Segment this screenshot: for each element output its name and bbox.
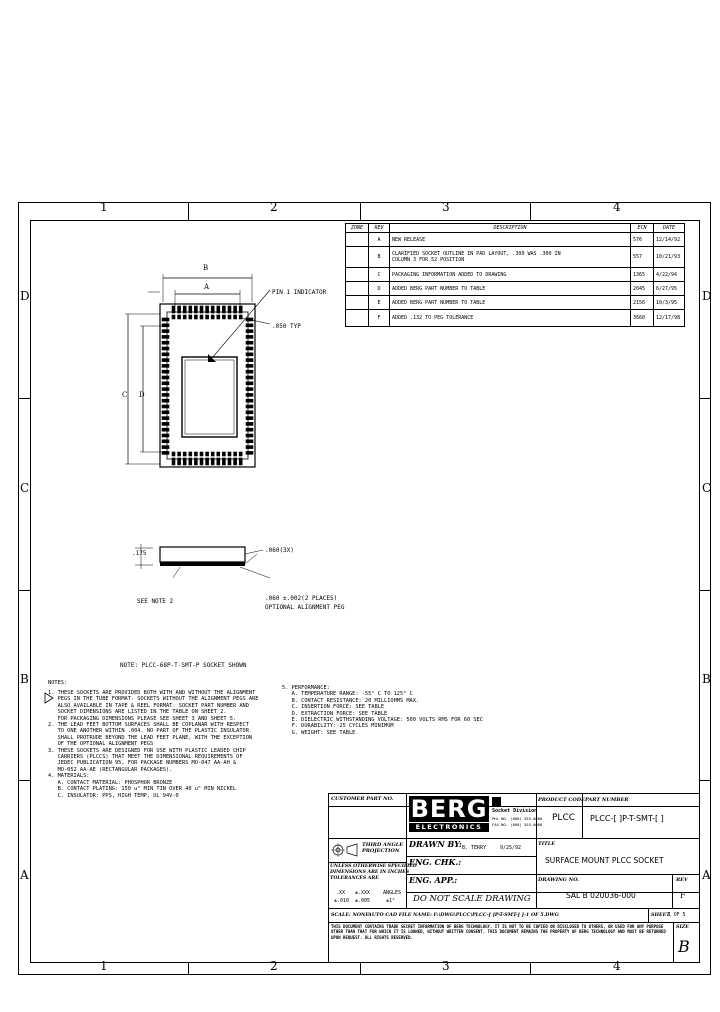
contact-pin [228, 306, 231, 313]
rev-header-desc: DESCRIPTION [390, 224, 631, 233]
zone-row-d-left: D [20, 289, 30, 303]
contact-pin [200, 315, 203, 319]
contact-pin [189, 315, 192, 319]
zone-row-a-left: A [20, 868, 29, 882]
contact-pin [162, 359, 169, 362]
zone-tick [700, 780, 711, 781]
zone-tick [360, 963, 361, 975]
zone-tick [18, 780, 30, 781]
dim-label-b: B [203, 264, 209, 272]
contact-pin [172, 306, 175, 313]
part-number-label: PART NUMBER [585, 797, 629, 803]
zone-col-4-bottom: 4 [613, 959, 621, 973]
zone-tick [700, 398, 711, 399]
part-number-value: PLCC-[ ]P-T-SMT-[ ] [590, 814, 664, 823]
note-line: ALSO AVAILABLE IN TAPE & REEL FORMAT. SOCKET PART NUMBER AND [48, 702, 249, 709]
eng-app-label: ENG. APP.: [409, 875, 458, 885]
rev-header-date: DATE [654, 224, 685, 233]
division-icon [492, 797, 501, 806]
drawing-no-label: DRAWING NO. [538, 877, 580, 883]
contact-pin [246, 341, 253, 344]
zone-row-c-left: C [20, 481, 30, 495]
pitch-label: .050 TYP [272, 323, 301, 330]
note-line: CARRIERS (PLCCS) THAT MEET THE DIMENSIONAL REQUIREMENTS OF [48, 754, 243, 761]
table-row: E ADDED BERG PART NUMBER TO TABLE 2156 10/3/95 [346, 296, 685, 310]
rev-header-rev: REV [369, 224, 390, 233]
note-line: OF THE OPTIONAL ALIGNMENT PEGS [48, 741, 154, 748]
zone-row-c-right: C [702, 481, 712, 495]
note-line: 3. THESE SOCKETS ARE DESIGNED FOR USE WITH PLASTIC LEADED CHIP [48, 747, 246, 754]
contact-pin [194, 452, 197, 456]
contact-pin [162, 393, 169, 396]
note-line: FOR PACKAGING DIMENSIONS PLEASE SEE SHEET 3 AND SHEET 5. [48, 715, 237, 722]
contact-pin [172, 452, 175, 456]
note-line: 5. PERFORMANCE: [282, 685, 330, 691]
note-line: 4. MATERIALS: [48, 773, 90, 780]
no-scale-label: DO NOT SCALE DRAWING [413, 894, 531, 904]
contact-pin [217, 315, 220, 319]
optional-peg-label: OPTIONAL ALIGNMENT PEG [265, 604, 345, 611]
disclaimer-text: THIS DOCUMENT CONTAINS TRADE SECRET INFORMATION OF BERG TECHNOLOGY. IT IS NOT TO BE COPIED OR DISCLOSED TO OTHERS, OR USED FOR ANY PURPOSE OTHER THAN THAT FOR WHICH IT IS LOANED, WITHOUT WRITTEN CONSENT. THIS DOCUMENT REMAINS THE PROPERTY OF BERG TECHNOLOGY AND MUST BE RETURNED UPON REQUEST. ALL RIGHTS RESERVED. [331, 924, 666, 940]
note-line: B. CONTACT RESISTANCE: 20 MILLIOHMS MAX. [282, 697, 420, 704]
scale-label: SCALE: NONE [331, 912, 370, 918]
contact-pin [200, 458, 203, 465]
contact-pin [246, 388, 253, 391]
contact-pin [194, 315, 197, 319]
contact-pin [162, 376, 169, 379]
zone-row-a-right: A [702, 868, 711, 882]
zone-col-2-top: 2 [270, 200, 278, 214]
contact-pin [217, 452, 220, 456]
zone-col-3-top: 3 [442, 200, 450, 214]
contact-pin [189, 306, 192, 313]
socket-top-view [120, 262, 360, 512]
contact-pin [211, 452, 214, 456]
notes-title: NOTES: [48, 680, 68, 686]
socket-side-view [125, 540, 275, 580]
contact-pin [239, 315, 242, 319]
note-line: MO-052 AA-AE (RECTANGULAR PACKAGES). [48, 766, 173, 773]
note-line: SHALL PROTRUDE BEYOND THE LEAD FEET PLANE, WITH THE EXCEPTION [48, 734, 253, 741]
zone-row-b-left: B [20, 672, 29, 686]
tolerance-value-3: ±1° [386, 898, 396, 904]
contact-pin [246, 411, 253, 414]
notes-left-block [48, 690, 258, 799]
zone-col-3-bottom: 3 [442, 959, 450, 973]
contact-pin [194, 306, 197, 313]
contact-pin [228, 452, 231, 456]
berg-logo-text: BERG [410, 795, 488, 823]
zone-tick [360, 202, 361, 220]
zone-tick [18, 590, 30, 591]
zone-tick [530, 202, 531, 220]
contact-pin [246, 359, 253, 362]
contact-pin [234, 452, 237, 456]
contact-pin [228, 315, 231, 319]
note-line: B. CONTACT PLATING: 150 u" MIN TIN OVER 40 u" MIN NICKEL [48, 786, 237, 793]
note-line: 1. THESE SOCKETS ARE PROVIDED BOTH WITH AND WITHOUT THE ALIGNMENT [48, 690, 256, 696]
contact-pin [246, 405, 253, 408]
contact-pin [239, 458, 242, 465]
rev-value: F [680, 891, 686, 900]
height-label: .175 [132, 550, 147, 557]
table-row: B CLARIFIED SOCKET OUTLINE IN PAD LAYOUT, .300 WAS .300 IN COLUMN 3 FOR 52 POSITION 557 10/21/93 [346, 247, 685, 268]
contact-pin [162, 382, 169, 385]
contact-pin [246, 364, 253, 367]
third-angle-icon [331, 842, 359, 858]
contact-pin [162, 341, 169, 344]
zone-tick [18, 398, 30, 399]
contact-pin [162, 434, 169, 437]
tolerance-angles: ANGLES [383, 890, 402, 896]
division-fax: FAX NO. (800) 555-0000 [492, 822, 543, 827]
contact-pin [178, 452, 181, 456]
tolerance-value-1: ±.010 [334, 898, 350, 904]
contact-pin [183, 452, 186, 456]
contact-pin [206, 452, 209, 456]
contact-pin [234, 315, 237, 319]
contact-pin [162, 422, 169, 425]
size-label: SIZE [676, 924, 689, 930]
table-row: A NEW RELEASE 576 12/14/92 [346, 233, 685, 247]
tolerance-xx: .XX [336, 890, 346, 896]
peg-dimension-label: .060 ±.002(2 PLACES) [265, 595, 338, 602]
note-line: A. TEMPERATURE RANGE: -55° C TO 125° C [282, 691, 413, 698]
note-line: TO ONE ANOTHER WITHIN .004. NO PART OF THE PLASTIC INSULATOR [48, 728, 249, 735]
zone-col-2-bottom: 2 [270, 959, 278, 973]
contact-pin [239, 306, 242, 313]
contact-pin [189, 452, 192, 456]
socket-outline [160, 304, 255, 467]
zone-tick [188, 963, 189, 975]
contact-pin [183, 315, 186, 319]
note-line: C. INSERTION FORCE: SEE TABLE [282, 704, 385, 711]
contact-pin [178, 315, 181, 319]
contact-pins [162, 306, 253, 465]
contact-pin [162, 318, 169, 321]
rev-header-zone: ZONE [346, 224, 369, 233]
contact-pin [183, 306, 186, 313]
contact-pin [183, 458, 186, 465]
notes-right-block [282, 685, 483, 736]
contact-pin [162, 451, 169, 454]
zone-tick [188, 202, 189, 220]
lead-height-label: .060(3X) [265, 547, 294, 554]
division-name: Socket Division [492, 808, 538, 814]
note-line: SOCKET DIMENSIONS ARE LISTED IN THE TABLE ON SHEET 2. [48, 709, 227, 716]
contact-pin [189, 458, 192, 465]
contact-pin [246, 451, 253, 454]
contact-pin [178, 458, 181, 465]
contact-pin [239, 452, 242, 456]
zone-col-4-top: 4 [613, 200, 621, 214]
contact-pin [200, 452, 203, 456]
cad-file-label: AUTO CAD FILE NAME: F:\DWG\PLCC\PLCC-[ ]P-T-SMT-[ ]-1 OF 5.DWG [368, 912, 559, 918]
contact-pin [162, 417, 169, 420]
contact-pin [234, 306, 237, 313]
zone-tick [700, 590, 711, 591]
contact-pin [162, 440, 169, 443]
rev-triangle-icon [44, 692, 54, 704]
contact-pin [211, 306, 214, 313]
contact-pin [222, 315, 225, 319]
zone-col-1-top: 1 [100, 200, 108, 214]
tolerance-xxx: ±.XXX [355, 890, 371, 896]
contact-pin [200, 306, 203, 313]
contact-pin [162, 330, 169, 333]
contact-pin [246, 440, 253, 443]
contact-pin [246, 434, 253, 437]
table-row: D ADDED BERG PART NUMBER TO TABLE 2045 6/27/95 [346, 282, 685, 296]
contact-pin [172, 315, 175, 319]
contact-pin [246, 428, 253, 431]
contact-pin [206, 306, 209, 313]
contact-pin [246, 399, 253, 402]
contact-pin [162, 405, 169, 408]
eng-chk-label: ENG. CHK.: [409, 857, 462, 867]
contact-pin [178, 306, 181, 313]
division-phone: PHL NO. (800) 555-0000 [492, 816, 543, 821]
socket-cavity [182, 357, 237, 437]
contact-pin [246, 382, 253, 385]
contact-pin [194, 458, 197, 465]
berg-logo-sub: ELECTRONICS [409, 823, 489, 832]
note-line: G. WEIGHT: SEE TABLE [282, 729, 356, 736]
note-line: JEDEC PUBLICATION 95, FOR PACKAGE NUMBERS MO-047 AA-AH & [48, 760, 237, 767]
note-line: C. INSULATOR: PPS, HIGH TEMP, UL 94V-0 [48, 792, 179, 799]
unless-specified-2: DIMENSIONS ARE IN INCHES [330, 870, 410, 875]
contact-pin [206, 458, 209, 465]
contact-pin [162, 399, 169, 402]
contact-pin [228, 458, 231, 465]
product-code-label: PRODUCT CODE [538, 797, 585, 803]
customer-part-label: CUSTOMER PART NO. [331, 796, 394, 802]
dim-label-d: D [139, 391, 145, 399]
zone-row-d-right: D [702, 289, 712, 303]
size-value: B [678, 937, 690, 956]
contact-pin [246, 324, 253, 327]
contact-pin [217, 306, 220, 313]
contact-pin [162, 364, 169, 367]
contact-pin [246, 422, 253, 425]
contact-pin [246, 347, 253, 350]
pin1-indicator-label: PIN 1 INDICATOR [272, 289, 327, 296]
sheet-label: SHEET [651, 912, 670, 918]
contact-pin [246, 376, 253, 379]
contact-pin [246, 417, 253, 420]
contact-pin [162, 353, 169, 356]
contact-pin [222, 452, 225, 456]
zone-tick [530, 963, 531, 975]
contact-pin [162, 446, 169, 449]
contact-pin [162, 335, 169, 338]
sheet-value: 1 OF 5 [668, 913, 686, 918]
note-line: PEGS IN THE TUBE FORMAT. SOCKETS WITHOUT THE ALIGNMENT PEGS ARE [48, 696, 259, 703]
note-line: D. EXTRACTION FORCE: SEE TABLE [282, 710, 388, 717]
product-code-value: PLCC [552, 813, 576, 823]
contact-pin [211, 458, 214, 465]
contact-pin [217, 458, 220, 465]
drawn-date-value: 9/25/92 [500, 845, 522, 851]
see-note-label: SEE NOTE 2 [137, 598, 174, 605]
contact-pin [246, 446, 253, 449]
dim-label-c: C [122, 391, 128, 399]
title-label: TITLE [538, 841, 556, 847]
unless-specified-1: UNLESS OTHERWISE SPECIFIED [330, 864, 417, 869]
note-line: 2. THE LEAD FEET BOTTOM SURFACES SHALL BE COPLANAR WITH RESPECT [48, 722, 249, 729]
contact-pin [162, 370, 169, 373]
contact-pin [162, 324, 169, 327]
contact-pin [222, 458, 225, 465]
drawing-no-value: SAL B 020036-000 [566, 891, 636, 900]
drawn-by-value: B. TERRY [462, 845, 487, 851]
contact-pin [246, 393, 253, 396]
zone-row-b-right: B [702, 672, 711, 686]
note-line: E. DIELECTRIC WITHSTANDING VOLTAGE: 500 VOLTS RMS FOR 60 SEC [282, 717, 483, 724]
contact-pin [162, 347, 169, 350]
contact-pin [162, 411, 169, 414]
drawn-by-label: DRAWN BY: [409, 839, 462, 849]
note-line: A. CONTACT MATERIAL: PHOSPHOR BRONZE [48, 779, 173, 786]
third-angle-label: THIRD ANGLE PROJECTION [362, 842, 404, 854]
contact-pin [234, 458, 237, 465]
title-value: SURFACE MOUNT PLCC SOCKET [545, 856, 664, 865]
note-line: F. DURABILITY: 25 CYCLES MINIMUM [282, 723, 394, 730]
contact-pin [222, 306, 225, 313]
table-row: F ADDED .132 TO PEG TOLERANCE 3660 12/17/98 [346, 310, 685, 327]
contact-pin [246, 370, 253, 373]
berg-logo [409, 796, 489, 834]
contact-pin [162, 428, 169, 431]
rev-header-ecn: ECN [631, 224, 654, 233]
contact-pin [246, 330, 253, 333]
contact-pin [246, 335, 253, 338]
rev-label: REV [676, 877, 688, 883]
socket-shown-note: NOTE: PLCC-68P-T-SMT-P SOCKET SHOWN [120, 662, 247, 669]
unless-specified-3: TOLERANCES ARE [330, 876, 379, 881]
zone-col-1-bottom: 1 [100, 959, 108, 973]
contact-pin [246, 353, 253, 356]
revision-table [345, 223, 685, 327]
table-row: C PACKAGING INFORMATION ADDED TO DRAWING 1365 4/22/94 [346, 268, 685, 282]
contact-pin [162, 388, 169, 391]
contact-pin [206, 315, 209, 319]
contact-pin [172, 458, 175, 465]
dim-label-a: A [204, 283, 210, 291]
tolerance-value-2: ±.005 [355, 898, 371, 904]
contact-pin [211, 315, 214, 319]
